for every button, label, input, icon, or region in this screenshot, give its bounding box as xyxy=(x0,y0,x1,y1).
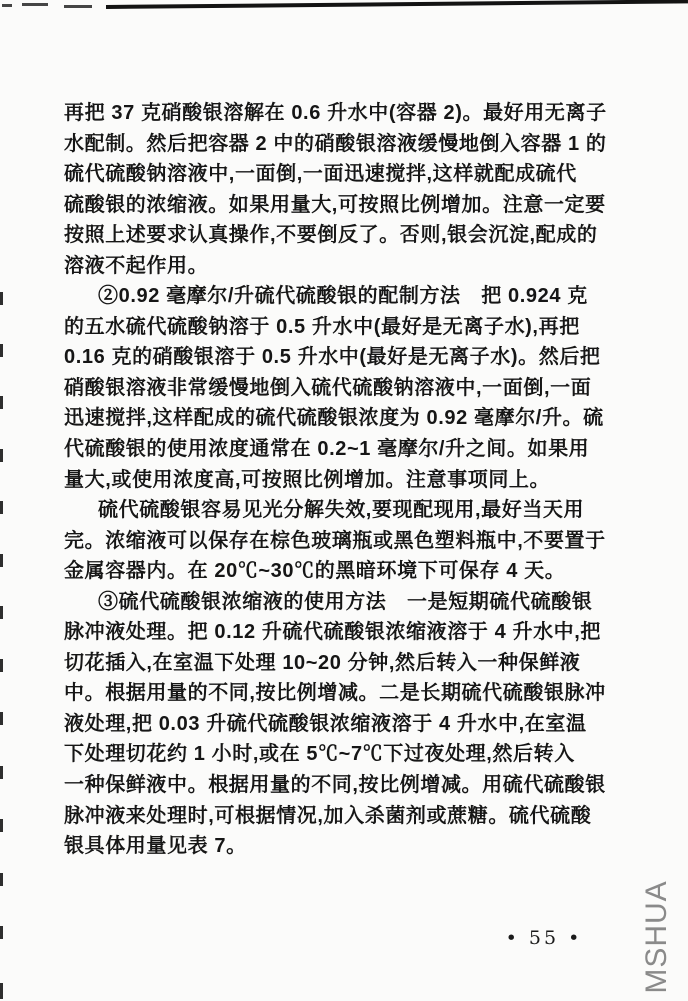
text-line: 0.16 克的硝酸银溶于 0.5 升水中(最好是无离子水)。然后把 xyxy=(64,346,601,369)
text-line: 硫代硫酸银容易见光分解失效,要现配现用,最好当天用 xyxy=(98,499,585,522)
text-line: 再把 37 克硝酸银溶解在 0.6 升水中(容器 2)。最好用无离子 xyxy=(64,102,607,124)
scan-left-mark xyxy=(0,766,3,779)
text-line: 下处理切花约 1 小时,或在 5℃~7℃下过夜处理,然后转入 xyxy=(64,743,575,766)
scan-left-mark xyxy=(0,606,3,619)
scan-top-dash xyxy=(64,5,92,8)
text-line: 金属容器内。在 20℃~30℃的黑暗环境下可保存 4 天。 xyxy=(64,560,566,583)
text-line: 的五水硫代硫酸钠溶于 0.5 升水中(最好是无离子水),再把 xyxy=(64,315,580,338)
text-line: 硫酸银的浓缩液。如果用量大,可按照比例增加。注意一定要 xyxy=(64,193,606,216)
scan-left-mark xyxy=(0,396,3,409)
text-line: 一种保鲜液中。根据用量的不同,按比例增减。用硫代硫酸银 xyxy=(64,774,606,797)
text-line: 水配制。然后把容器 2 中的硝酸银溶液缓慢地倒入容器 1 的 xyxy=(64,132,607,155)
scan-left-mark xyxy=(0,926,3,939)
text-block xyxy=(64,98,610,862)
text-line: 银具体用量见表 7。 xyxy=(64,835,247,858)
text-line: 硝酸银溶液非常缓慢地倒入硫代硫酸钠溶液中,一面倒,一面 xyxy=(64,376,592,399)
scan-left-mark xyxy=(0,501,3,514)
scan-top-dash xyxy=(2,4,12,7)
text-line: 液处理,把 0.03 升硫代硫酸银浓缩液溶于 4 升水中,在室温 xyxy=(64,712,587,735)
scan-left-mark xyxy=(0,292,3,305)
scan-left-mark xyxy=(0,712,3,725)
text-line: 溶液不起作用。 xyxy=(64,254,209,277)
text-line: 切花插入,在室温下处理 10~20 分钟,然后转入一种保鲜液 xyxy=(64,651,581,674)
scan-left-mark xyxy=(0,819,3,832)
text-line: 量大,或使用浓度高,可按照比例增加。注意事项同上。 xyxy=(64,468,551,491)
watermark-text: MSHUA xyxy=(640,880,673,994)
scan-left-mark xyxy=(0,873,3,886)
scan-left-mark xyxy=(0,449,3,462)
scan-left-mark xyxy=(0,344,3,357)
text-line: ②0.92 毫摩尔/升硫代硫酸银的配制方法 把 0.924 克 xyxy=(98,285,588,308)
text-line: 按照上述要求认真操作,不要倒反了。否则,银会沉淀,配成的 xyxy=(64,224,598,247)
scan-left-mark xyxy=(0,659,3,672)
text-line: 硫代硫酸钠溶液中,一面倒,一面迅速搅拌,这样就配成硫代 xyxy=(64,163,577,186)
page-number: • 55 • xyxy=(505,927,583,949)
scan-top-dash xyxy=(22,3,48,6)
text-line: 迅速搅拌,这样配成的硫代硫酸银浓度为 0.92 毫摩尔/升。硫 xyxy=(64,407,604,430)
scan-top-edge-line xyxy=(106,0,688,8)
text-line: 中。根据用量的不同,按比例增减。二是长期硫代硫酸银脉冲 xyxy=(64,682,606,705)
text-line: 脉冲液来处理时,可根据情况,加入杀菌剂或蔗糖。硫代硫酸 xyxy=(64,804,592,827)
text-line: 完。浓缩液可以保存在棕色玻璃瓶或黑色塑料瓶中,不要置于 xyxy=(64,529,606,552)
text-line: 脉冲液处理。把 0.12 升硫代硫酸银浓缩液溶于 4 升水中,把 xyxy=(64,621,602,644)
text-line: 代硫酸银的使用浓度通常在 0.2~1 毫摩尔/升之间。如果用 xyxy=(64,438,590,461)
scan-left-mark xyxy=(0,983,3,999)
text-line: ③硫代硫酸银浓缩液的使用方法 一是短期硫代硫酸银 xyxy=(98,590,593,613)
scan-left-mark xyxy=(0,554,3,567)
